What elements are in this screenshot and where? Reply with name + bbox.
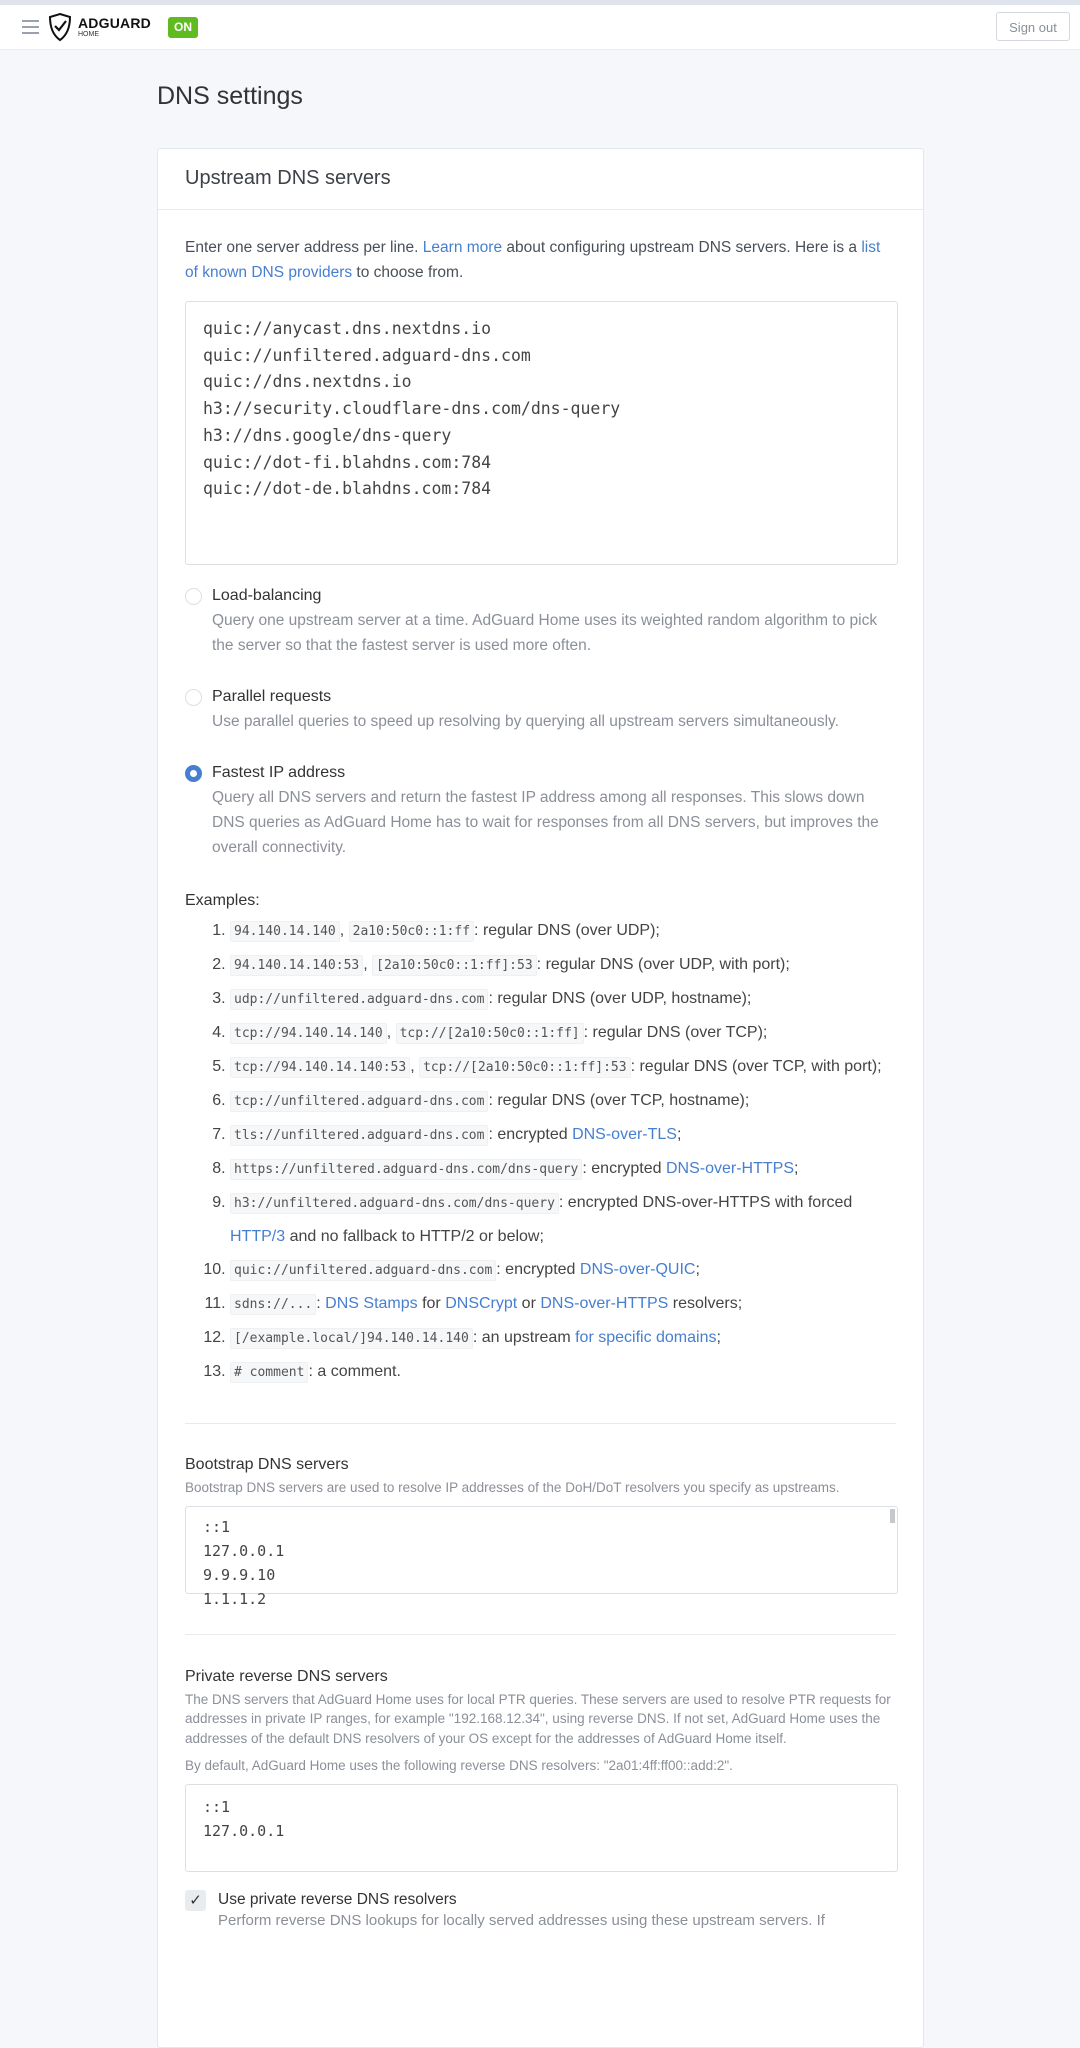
example-link[interactable]: HTTP/3 xyxy=(230,1228,286,1245)
example-text: : regular DNS (over TCP, with port); xyxy=(630,1058,882,1075)
dns-providers-link[interactable]: list of known DNS providers xyxy=(185,239,881,281)
example-code: quic://unfiltered.adguard-dns.com xyxy=(230,1260,496,1281)
upstream-servers-textarea[interactable]: quic://anycast.dns.nextdns.io quic://unfiltered.adguard-dns.com quic://dns.nextdns.io h3://security.cloudflare-dns.com/dns-query h3://dns.google/dns-query quic://dot-fi.blahdns.com:784 quic://dot-de.blahdns.com:784 xyxy=(185,301,898,565)
example-text: and no fallback to HTTP/2 or below; xyxy=(285,1228,544,1245)
radio-desc: Use parallel queries to speed up resolving by querying all upstream servers simultaneously. xyxy=(212,713,839,730)
example-text: for xyxy=(417,1295,446,1312)
example-item xyxy=(230,1050,896,1084)
example-text: : a comment. xyxy=(308,1363,401,1380)
example-item xyxy=(230,1321,896,1355)
example-link[interactable]: DNS-over-TLS xyxy=(572,1126,677,1143)
logo[interactable] xyxy=(48,13,151,41)
example-item xyxy=(230,1253,896,1287)
scrollbar[interactable] xyxy=(890,1509,895,1523)
example-text: resolvers; xyxy=(668,1295,743,1312)
example-text: : regular DNS (over UDP); xyxy=(474,922,660,939)
upstream-mode-radio[interactable] xyxy=(185,686,896,734)
bootstrap-desc: Bootstrap DNS servers are used to resolve IP addresses of the DoH/DoT resolvers you specify as upstreams. xyxy=(185,1480,840,1495)
checkmark-icon[interactable]: ✓ xyxy=(185,1890,206,1911)
example-text: ; xyxy=(716,1329,721,1346)
example-link[interactable]: DNS-over-HTTPS xyxy=(665,1160,794,1177)
example-code: 94.140.14.140 xyxy=(230,921,340,942)
bootstrap-title: Bootstrap DNS servers xyxy=(185,1456,349,1473)
example-text: or xyxy=(517,1295,541,1312)
examples-list xyxy=(185,914,896,1389)
example-item xyxy=(230,1186,896,1253)
private-rdns-default-note: By default, AdGuard Home uses the following reverse DNS resolvers: "2a01:4ff:ff00::add:2". xyxy=(185,1758,733,1773)
example-text: : an upstream xyxy=(472,1329,576,1346)
example-text: , xyxy=(339,922,349,939)
example-item xyxy=(230,1084,896,1118)
example-text: : regular DNS (over TCP, hostname); xyxy=(488,1092,750,1109)
example-item xyxy=(230,1152,896,1186)
example-text: : regular DNS (over TCP); xyxy=(583,1024,768,1041)
example-item xyxy=(230,948,896,982)
example-code: tcp://[2a10:50c0::1:ff]:53 xyxy=(419,1057,631,1078)
example-link[interactable]: DNS-over-HTTPS xyxy=(540,1295,669,1312)
sign-out-button[interactable]: Sign out xyxy=(996,12,1070,41)
example-text: : regular DNS (over UDP, with port); xyxy=(536,956,790,973)
intro-text: Enter one server address per line. xyxy=(185,239,423,256)
card-title: Upstream DNS servers xyxy=(158,149,923,210)
example-link[interactable]: DNSCrypt xyxy=(445,1295,518,1312)
shield-check-icon xyxy=(48,13,72,41)
example-code: h3://unfiltered.adguard-dns.com/dns-query xyxy=(230,1193,559,1214)
example-code: [2a10:50c0::1:ff]:53 xyxy=(372,955,537,976)
radio-label: Load-balancing xyxy=(212,587,322,604)
example-text: : regular DNS (over UDP, hostname); xyxy=(488,990,752,1007)
example-code: tcp://unfiltered.adguard-dns.com xyxy=(230,1091,488,1112)
radio-desc: Query one upstream server at a time. AdGuard Home uses its weighted random algorithm to pick the server so that the fastest server is used more often. xyxy=(212,612,878,654)
private-rdns-desc: The DNS servers that AdGuard Home uses for local PTR queries. These servers are used to resolve PTR requests for addresses in private IP ranges, for example "192.168.12.34", using reverse DNS. If not set, AdGuard Home uses the addresses of the default DNS resolvers of your OS except for the addresses of AdGuard Home itself. xyxy=(185,1691,891,1746)
radio-desc: Query all DNS servers and return the fastest IP address among all responses. This slows down DNS queries as AdGuard Home has to wait for responses from all DNS servers, but improves the overall connectivity. xyxy=(212,789,879,856)
example-code: 2a10:50c0::1:ff xyxy=(349,921,474,942)
example-code: 94.140.14.140:53 xyxy=(230,955,363,976)
example-code: udp://unfiltered.adguard-dns.com xyxy=(230,989,488,1010)
bootstrap-servers-textarea[interactable] xyxy=(185,1506,898,1608)
example-text: : encrypted xyxy=(496,1261,580,1278)
radio-icon[interactable] xyxy=(185,765,202,782)
example-text: : xyxy=(316,1295,326,1312)
intro-text: about configuring upstream DNS servers. Here is a xyxy=(502,239,862,256)
example-text: , xyxy=(386,1024,396,1041)
example-link[interactable]: DNS-over-QUIC xyxy=(579,1261,696,1278)
example-link[interactable]: for specific domains xyxy=(575,1329,717,1346)
example-text: : encrypted xyxy=(488,1126,573,1143)
example-item xyxy=(230,1016,896,1050)
upstream-intro xyxy=(185,235,896,285)
brand-name: ADGUARD xyxy=(78,15,151,31)
bootstrap-servers-text: ::1 127.0.0.1 9.9.9.10 1.1.1.2 xyxy=(203,1517,285,1608)
example-text: , xyxy=(410,1058,420,1075)
upstream-mode-radio[interactable] xyxy=(185,585,896,658)
example-item xyxy=(230,1287,896,1321)
menu-icon[interactable] xyxy=(22,20,39,34)
example-item xyxy=(230,1118,896,1152)
example-code: [/example.local/]94.140.14.140 xyxy=(230,1328,473,1349)
private-rdns-textarea[interactable]: ::1 127.0.0.1 xyxy=(185,1784,898,1872)
example-code: tcp://94.140.14.140 xyxy=(230,1023,387,1044)
radio-icon[interactable] xyxy=(185,588,202,605)
example-text: ; xyxy=(794,1160,799,1177)
example-text: : encrypted xyxy=(582,1160,666,1177)
example-code: https://unfiltered.adguard-dns.com/dns-query xyxy=(230,1159,582,1180)
radio-label: Parallel requests xyxy=(212,688,332,705)
example-item xyxy=(230,1355,896,1389)
use-private-rdns-label: Use private reverse DNS resolvers xyxy=(218,1890,457,1908)
upstream-mode-radio[interactable] xyxy=(185,762,896,860)
radio-icon[interactable] xyxy=(185,689,202,706)
intro-text: to choose from. xyxy=(352,264,464,281)
example-text: , xyxy=(363,956,373,973)
example-code: sdns://... xyxy=(230,1294,316,1315)
page-title: DNS settings xyxy=(157,82,303,110)
examples-title: Examples: xyxy=(185,892,260,909)
header xyxy=(0,5,1080,50)
example-text: ; xyxy=(676,1126,682,1143)
brand-sub: HOME xyxy=(78,31,99,38)
private-rdns-title: Private reverse DNS servers xyxy=(185,1667,388,1685)
example-item xyxy=(230,914,896,948)
example-item xyxy=(230,982,896,1016)
example-code: # comment xyxy=(230,1362,308,1383)
example-text: : encrypted DNS-over-HTTPS with forced xyxy=(558,1194,853,1211)
use-private-rdns-checkbox[interactable] xyxy=(185,1890,896,1932)
learn-more-link[interactable]: Learn more xyxy=(422,239,503,256)
use-private-rdns-desc: Perform reverse DNS lookups for locally served addresses using these upstream servers. If xyxy=(218,1911,825,1929)
radio-label: Fastest IP address xyxy=(212,764,346,781)
status-badge: ON xyxy=(168,17,198,38)
example-link[interactable]: DNS Stamps xyxy=(325,1295,418,1312)
upstream-dns-card xyxy=(157,148,924,2048)
example-code: tcp://[2a10:50c0::1:ff] xyxy=(396,1023,584,1044)
example-text: ; xyxy=(695,1261,700,1278)
example-code: tls://unfiltered.adguard-dns.com xyxy=(230,1125,488,1146)
example-code: tcp://94.140.14.140:53 xyxy=(230,1057,410,1078)
